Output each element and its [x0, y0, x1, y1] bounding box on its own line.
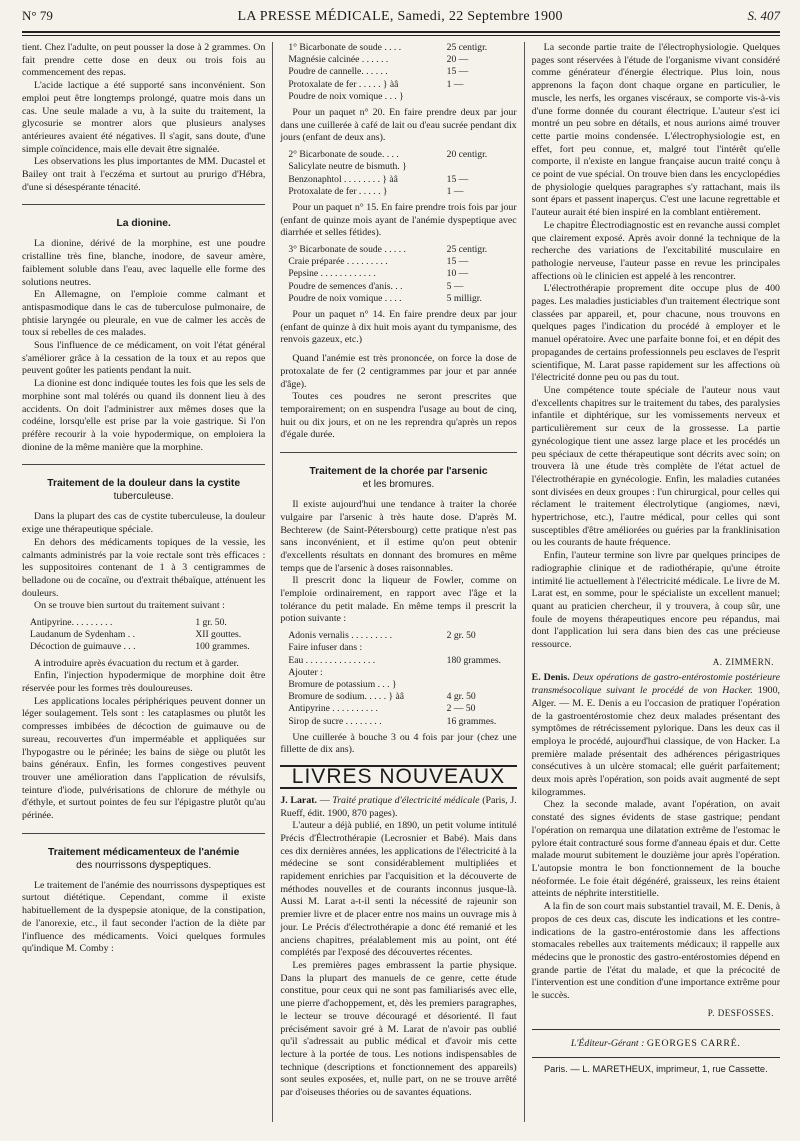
formula-row — [280, 642, 516, 654]
columns — [22, 42, 780, 1122]
paragraph: Chez la seconde malade, avant l'opération, on avait constaté des signes évidents de stase gastrique; pendant l'opération on remarqua une dilatation extrême de l'estomac le pylore était contracturé sous forme d'anneau épais et dur. Cette malade mourut subitement le douzième jour après l'opération. L'autopsie montra le bon fonctionnement de la bouche néoformée. Le foie était dégénéré, graisseux, les reins étaient atteints de néphrite interstitielle. — [531, 799, 780, 900]
ingredient: Benzonaphtol . . . . . . . . } àâ — [288, 173, 398, 185]
formula-row — [280, 54, 516, 66]
column-1 — [22, 42, 273, 1122]
ingredient: Poudre de semences d'anis. . . — [288, 280, 403, 292]
editor-name: GEORGES CARRÉ. — [646, 1038, 741, 1050]
paragraph: Il existe aujourd'hui une tendance à traiter la chorée vulgaire par l'arsenic à très haute dose. D'après M. Bechterew (de Saint-Pétersbourg) cette pratique n'est pas sans inconvénient, et il estime qu'on peut obtenir d'excellents résultats en donnant des bromures en même temps que de l'arsenic à doses raisonnables. — [280, 499, 517, 574]
paragraph: Sous l'influence de ce médicament, on voit l'état général s'améliorer grâce à la cessation de la toux et au repos que peuvent goûter les patients pendant la nuit. — [22, 340, 266, 377]
ingredient: Décoction de guimauve . . . — [30, 641, 136, 653]
review-book-ref: (Paris, J. Rueff, édit. 1900, 870 pages). — [280, 794, 517, 819]
formula-row — [280, 161, 516, 173]
ingredient: Poudre de cannelle. . . . . . — [288, 66, 388, 78]
ingredient: 3° Bicarbonate de soude . . . . . — [288, 244, 406, 256]
paragraph: L'acide lactique a été supporté sans inconvénient. Son emploi peut être longtemps prolongé, quatre mois dans un cas. Une seule malade a vu, à la suite du traitement, la glycosurie se montrer alors que plusieurs analyses antérieures avaient été négatives. Il s'agit, sans doute, d'une simple coïncidence, mais elle devait être signalée. — [22, 80, 266, 155]
review-author: J. Larat. — [280, 794, 318, 806]
formula-row — [280, 66, 516, 78]
ingredient: Adonis vernalis . . . . . . . . . — [288, 630, 392, 642]
formula-row — [22, 617, 265, 629]
paragraph: tient. Chez l'adulte, on peut pousser la dose à 2 grammes. On fait prendre cette dose en deux ou trois fois au commencement des repas. — [22, 42, 266, 79]
quantity — [447, 679, 517, 691]
quantity: 16 grammes. — [446, 715, 497, 727]
section-title-choree — [280, 465, 516, 491]
paragraph: Enfin, l'injection hypodermique de morphine doit être réservée pour les formes très douloureuses. — [22, 670, 266, 695]
formula-row — [280, 716, 516, 728]
ingredient: Poudre de noix vomique . . . . — [288, 292, 402, 304]
quantity — [447, 667, 517, 679]
paragraph: Enfin, l'auteur termine son livre par quelques principes de radiographie clinique et de radiothérapie, qu'une étroite intimité lie actuellement à l'électricité médicale. Le livre de M. Larat est, en somme, pour le spécialiste un excellent manuel; quant au praticien chercheur, il y trouvera, à coup sûr, une foule de moyens thérapeutiques encore peu répandus, mai dont l'application lui sera dans bien des cas une précieuse ressource. — [531, 550, 780, 651]
formula-row — [280, 703, 516, 715]
review-book-ref: 1900, Alger. — M. E. Denis a eu l'occasion de pratiquer l'opération de la gastroentérostomie chez deux malades présentant des symptômes de rétrécissement pylorique. Dans les deux cas il employa le procédé, aujourd'hui classique, de von Hacker. La première malade présentait des adhérences périgastriques consécutives à un ulcère stomacal; elle guérit parfaitement; deux mois après l'opération, son poids avait augmenté de sept kilogrammes. — [531, 685, 780, 798]
quantity — [447, 642, 517, 654]
column-2 — [273, 42, 524, 1122]
ingredient: Bromure de sodium. . . . . } àâ — [288, 691, 405, 703]
formula-row — [280, 667, 516, 679]
ingredient: Eau . . . . . . . . . . . . . . . — [288, 654, 376, 666]
paragraph: Les premières pages embrassent la partie physique. Dans la plupart des manuels de ce genre, cette étude constitue, pour ceux qui ne sont pas familiarisés avec elle, une pierre d'achoppement, et, dès les premiers paragraphes, le lecteur se trouve découragé et désorienté. Il faut précisément savoir gré à M. Larat de n'avoir pas oublié qu'il s'adressait au public médical et d'avoir mis cette lecture à la portée de tous. Les notions indispensables de technique (descriptions et fonctionnement des appareils) sont seules exposées, et, nulle part, on ne se trouve arrêté par d'oiseuses théories ou de savantes équations. — [280, 960, 517, 1099]
quantity — [447, 91, 517, 103]
formula-row — [280, 256, 516, 268]
ingredient: Poudre de noix vomique . . . } — [288, 90, 404, 102]
quantity: 15 — — [446, 173, 469, 185]
section-divider — [22, 204, 265, 205]
review-signature: A. ZIMMERN. — [712, 656, 774, 667]
formula-row — [280, 691, 516, 703]
review-signature: P. DESFOSSES. — [707, 1007, 774, 1018]
page-number: S. 407 — [747, 8, 780, 23]
quantity: 25 centigr. — [446, 244, 488, 256]
paragraph: A la fin de son court mais substantiel travail, M. E. Denis, à propos de ces deux cas, discute les indications et les contre-indications de la gastro-entérostomie dans les affections stomacales rebelles aux traitements médicaux; il rappelle aux médecins que le pronostic des gastro-entérostomies dépend en grande partie de l'état du malade, et que la précocité de l'intervention est une condition d'une importance extrême pour le succès. — [531, 901, 780, 1002]
ingredient: Bromure de potassium . . . } — [288, 678, 397, 690]
section-title-sub: tuberculeuse. — [113, 491, 174, 503]
editor-line — [532, 1038, 780, 1051]
livres-nouveaux-heading: LIVRES NOUVEAUX — [280, 765, 516, 789]
section-title-anemie — [22, 846, 265, 872]
paragraph: La seconde partie traite de l'électrophysiologie. Quelques pages sont réservées à l'étude de l'organisme vivant considéré comme générateur d'énergie électrique. Plus loin, nous apprenons la façon dont chaque organe en particulier, le muscle, les nerfs, les organes viscéraux, se comporte vis-à-vis d'une forme donnée du courant électrique. L'auteur s'est ici montré un peu sobre en détails, et nous aurions aimé trouver cette partie moins condensée. L'électrophysiologie est, en effet, fort peu connue, et, malgré tout l'intérêt qu'elle comporte, il n'existe en langue française aucun traité conçu à ce point de vue spécial. On trouve bien dans les encyclopédies de physiologie quelques paragraphes s'y rattachant, mais ils sont épars et passent inaperçus. C'est une lacune regrettable et l'auteur aurait été bien inspiré en la comblant entièrement. — [531, 42, 780, 219]
review-header-larat: J. Larat. — Traité pratique d'électricité médicale (Paris, J. Rueff, édit. 1900, 870 pages). — [280, 794, 517, 819]
section-title-main: Traitement de la douleur dans la cystite — [47, 478, 241, 490]
paragraph: L'électrothérapie proprement dite occupe plus de 400 pages. Les maladies justiciables d'un traitement électrique sont classées par appareil, et, pour chacune, nous trouvons en quelques pages l'indication du procédé à employer et le manuel opératoire. Avec une parfaite bonne foi, et en dépit des propagandes de certains professionnels peu esclaves de l'esprit scientifique, M. Larat passe rapidement sur les affections où l'électricité donne peu ou pas du tout. — [531, 283, 780, 384]
ingredient: Salicylate neutre de bismuth. } — [288, 161, 407, 173]
paragraph: En dehors des médicaments topiques de la vessie, les calmants administrés par la voie rectale sont très efficaces : les suppositoires contenant de 1 à 3 centigrammes de belladone ou de cocaïne, ou d'extrait thébaïque, atténuent les douleurs. — [22, 536, 266, 599]
masthead — [237, 9, 562, 25]
section-title-main: Traitement médicamenteux de l'anémie — [48, 846, 240, 858]
section-title-sub: et les bromures. — [362, 479, 435, 491]
paragraph: A introduire après évacuation du rectum et à garder. — [34, 657, 239, 669]
formula-row — [280, 91, 516, 103]
paragraph: Une cuillerée à bouche 3 ou 4 fois par jour (chez une fillette de dix ans). — [280, 731, 517, 756]
ingredient: Craie préparée . . . . . . . . . — [288, 256, 388, 268]
paragraph: Il prescrit donc la liqueur de Fowler, comme on l'emploie ordinairement, en rapport avec l'âge et la tolérance du petit malade. En même temps il prescrit la potion suivante : — [280, 575, 517, 625]
formula-row — [280, 281, 516, 293]
header-rule — [22, 31, 780, 36]
quantity: 20 centigr. — [446, 149, 488, 161]
section-divider — [22, 833, 265, 834]
quantity: 2 — 50 — [446, 703, 476, 715]
page-footer — [532, 1029, 780, 1075]
formula-list — [280, 244, 516, 305]
paragraph: Une compétence toute spéciale de l'auteur nous vaut d'excellents chapitres sur le traitement du tabes, des paralysies infantile et diphtérique, sur les vomissements nerveux et particulièrement sur ceux de la grossesse. La partie gynécologique tient une assez large place et les procédés un peu spéciaux de cette thérapeutique sont décrits avec soin; on trouvera là une étude très complète de l'état actuel de l'électrothérapie en gynécologie. Enfin, les maladies cutanées sont divisées en deux groupes : l'un chirurgical, pour celles qui réclament le traitement électrolytique (angiomes, nævi, hypertrichose, etc.), l'autre médical, pour celles qui sont susceptibles d'être améliorées ou guéries par la franklinisation ou les courants de haute fréquence. — [531, 384, 780, 549]
page-header — [22, 8, 780, 28]
formula-row — [280, 679, 516, 691]
paragraph: Dans la plupart des cas de cystite tuberculeuse, la douleur exige une thérapeutique spéciale. — [22, 511, 266, 536]
paragraph: Pour un paquet n° 14. En faire prendre deux par jour (enfant de quinze à dix huit mois ayant du tympanisme, des renvois gazeux, etc.) — [280, 309, 517, 346]
ingredient: Sirop de sucre . . . . . . . . — [288, 715, 382, 727]
formula-row — [280, 655, 516, 667]
formula-row — [280, 149, 516, 161]
paragraph: La dionine, dérivé de la morphine, est une poudre cristalline très fine, blanche, inodore, de saveur amère, faiblement soluble dans l'eau, avec laquelle elle forme des solutions neutres. — [22, 238, 266, 288]
formula-row — [280, 42, 516, 54]
review-header-denis — [532, 672, 780, 799]
ingredient: Ajouter : — [288, 666, 323, 678]
column-3 — [525, 42, 780, 1122]
paragraph: La dionine est donc indiquée toutes les fois que les sels de morphine sont mal tolérés ou quand ils donnent lieu à des accidents. On doit l'administrer aux mêmes doses que la codéine, lorsqu'elle est prise par la voie gastrique. Si l'on préfère recourir à la voie hypodermique, on emploiera la dionine de la même manière que la morphine. — [22, 378, 266, 453]
paragraph: Les applications locales périphériques peuvent donner un léger soulagement. Tels sont : les cataplasmes ou plutôt les compresses imbibées de décoction de guimauve ou de sureau, recouvertes d'un imperméable et appliquées sur l'hypogastre ou le périnée; les bains de siège ou plutôt les bains généraux. Enfin, les formes congestives peuvent trouver une amélioration dans l'application de révulsifs, teinture d'iode, pulvérisations de chlorure de méthyle ou d'éthyle, et surtout pointes de feu sur l'épigastre plutôt qu'au périnée. — [22, 695, 266, 822]
formula-list — [22, 617, 265, 654]
ingredient: 2° Bicarbonate de soude. . . . — [288, 149, 399, 161]
ingredient: Laudanum de Sydenham . . — [30, 629, 135, 641]
formula-row — [280, 174, 516, 186]
quantity: 15 — — [446, 66, 469, 78]
paragraph: Toutes ces poudres ne seront prescrites que temporairement; on en suspendra l'usage au bout de cinq, huit ou dix jours, et on ne les reprendra qu'après un repos d'égale durée. — [280, 391, 517, 441]
ingredient: 1° Bicarbonate de soude . . . . — [288, 42, 402, 53]
quantity: 25 centigr. — [446, 42, 488, 53]
quantity: 1 — — [446, 185, 464, 197]
paragraph: Le traitement de l'anémie des nourrissons dyspeptiques est surtout diététique. Cependant, comme il existe habituellement de la dyspepsie atonique, de la constipation, de l'anorexie, etc., il faut seconder l'action de la diète par l'influence des médicaments. Voici quelques formules qu'indique M. Comby : — [22, 879, 266, 955]
formula-row — [280, 268, 516, 280]
ingredient: Antipyrine. . . . . . . . . — [30, 617, 113, 629]
formula-row — [280, 79, 516, 91]
ingredient: Antipyrine . . . . . . . . . . — [288, 703, 378, 715]
section-title-cystite — [22, 477, 265, 503]
quantity: 1 gr. 50. — [195, 617, 227, 629]
ingredient: Protoxalate de fer . . . . . } àâ — [288, 78, 399, 90]
formula-row — [280, 630, 516, 642]
paragraph: Quand l'anémie est très prononcée, on force la dose de protoxalate de fer (2 centigrammes par jour et par année d'âge). — [280, 353, 517, 390]
quantity: 20 — — [446, 54, 469, 66]
quantity — [447, 161, 517, 173]
paragraph: Pour un paquet n° 15. En faire prendre trois fois par jour (enfant de quinze mois ayant de l'anémie dyspeptique avec diarrhée et selles fétides). — [280, 201, 517, 239]
quantity: 15 — — [446, 256, 469, 268]
formula-row — [280, 293, 516, 305]
formula-list — [280, 630, 516, 728]
section-title-sub: des nourrissons dyspeptiques. — [76, 859, 212, 871]
issue-date: Samedi, 22 Septembre 1900 — [397, 9, 563, 24]
paragraph: L'auteur a déjà publié, en 1890, un petit volume intitulé Précis d'Électrothérapie (Lecrosnier et Babé). Mais dans ces dix dernières années, les applications de l'électricité à la médecine se sont considérablement multipliées et rapidement enrichies par l'acquisition et la découverte de méthodes nouvelles et de courants inconnus jusque-là. Aussi M. Larat a-t-il senti la nécessité de rajeunir son premier livre et de placer entre nos mains un ouvrage mis à jour. Le Précis d'électrothérapie a donc été remanié et les anciens chapitres, préalablement mis au point, ont été complétés par l'exposé des découvertes récentes. — [280, 820, 517, 959]
section-title-main: Traitement de la chorée par l'arsenic — [309, 466, 488, 478]
ingredient: Faire infuser dans : — [288, 642, 363, 654]
ingredient: Pepsine . . . . . . . . . . . . — [288, 268, 376, 280]
quantity: 10 — — [446, 268, 469, 280]
formula-row — [280, 186, 516, 198]
quantity: XII gouttes. — [195, 629, 242, 641]
quantity: 5 — — [446, 280, 464, 292]
quantity: 1 — — [446, 78, 464, 90]
section-divider — [22, 464, 265, 465]
quantity: 2 gr. 50 — [446, 630, 476, 642]
paragraph: Pour un paquet n° 20. En faire prendre deux par jour dans une cuillerée à café de lait ou d'eau sucrée pendant dix jours (enfant de deux ans). — [280, 107, 517, 144]
paragraph: En Allemagne, on l'emploie comme calmant et antispasmodique dans le cas de tuberculose pulmonaire, de phtisie laryngée ou pleurale, en vue de calmer les accès de toux si rebelles de ces malades. — [22, 289, 266, 339]
section-title-dionine: La dionine. — [116, 218, 171, 230]
journal-title: LA PRESSE MÉDICALE, — [237, 9, 394, 24]
formula-list — [280, 149, 516, 198]
ingredient: Magnésie calcinée . . . . . . — [288, 54, 389, 66]
formula-list — [280, 42, 516, 103]
paragraph: Le chapitre Électrodiagnostic est en revanche aussi complet que clairement exposé. Après avoir donné la technique de la recherche des variations de l'excitabilité musculaire en pathologie nerveuse, l'auteur passe en revue les principales affections où le clinicien est appelé à les rencontrer. — [531, 219, 780, 282]
quantity: 100 grammes. — [195, 641, 250, 653]
editor-label: L'Éditeur-Gérant : — [570, 1038, 645, 1050]
printer-line: Paris. — L. MARETHEUX, imprimeur, 1, rue Cassette. — [532, 1057, 780, 1076]
review-book-title: Deux opérations de gastro-entérostomie postérieure transmésocolique suivant le procédé de von Hacker. — [531, 672, 780, 697]
quantity: 4 gr. 50 — [446, 691, 476, 703]
paragraph: Les observations les plus importantes de MM. Ducastel et Bailey ont trait à l'eczéma et surtout au prurigo d'Hébra, d'une si désespérante ténacité. — [22, 156, 266, 193]
section-divider — [280, 452, 516, 453]
formula-row — [22, 629, 265, 641]
formula-row — [22, 641, 265, 653]
issue-number: N° 79 — [22, 8, 53, 23]
quantity: 180 grammes. — [446, 654, 502, 666]
formula-row — [280, 244, 516, 256]
ingredient: Protoxalate de fer . . . . . } — [288, 185, 388, 197]
paragraph: On se trouve bien surtout du traitement suivant : — [34, 600, 225, 612]
quantity: 5 milligr. — [446, 292, 482, 304]
review-author: E. Denis. — [531, 672, 570, 684]
review-book-title: Traité pratique d'électricité médicale — [332, 794, 480, 806]
